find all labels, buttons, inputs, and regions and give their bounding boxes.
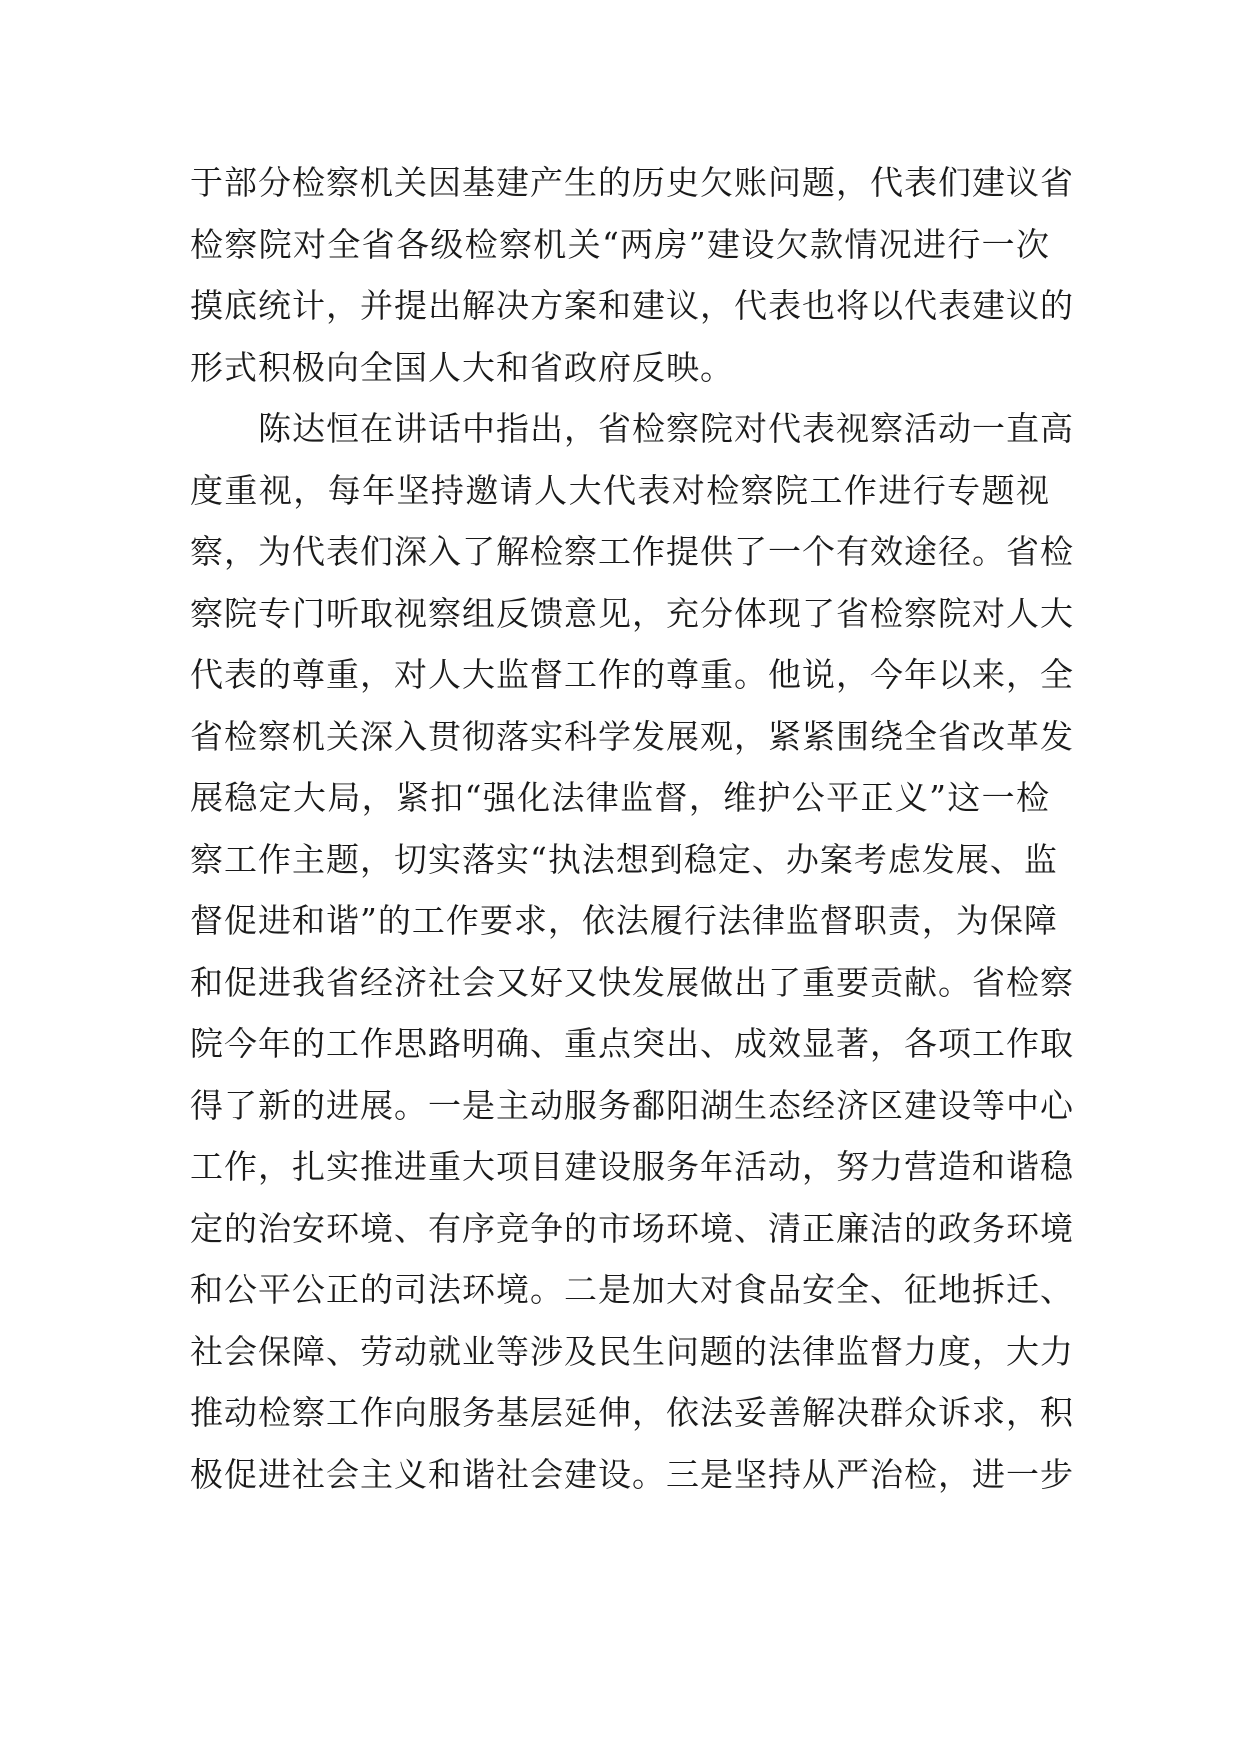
text-line: 代表的尊重，对人大监督工作的尊重。他说，今年以来，全 bbox=[190, 655, 1074, 694]
text-line: 推动检察工作向服务基层延伸，依法妥善解决群众诉求，积 bbox=[190, 1393, 1074, 1432]
text-line: 察，为代表们深入了解检察工作提供了一个有效途径。省检 bbox=[190, 532, 1074, 571]
text-line: 摸底统计，并提出解决方案和建议，代表也将以代表建议的 bbox=[190, 286, 1074, 325]
text-line: 和公平公正的司法环境。二是加大对食品安全、征地拆迁、 bbox=[190, 1270, 1074, 1309]
text-line: 极促进社会主义和谐社会建设。三是坚持从严治检，进一步 bbox=[190, 1454, 1074, 1494]
text-line: 于部分检察机关因基建产生的历史欠账问题，代表们建议省 bbox=[190, 163, 1074, 202]
text-line: 察工作主题，切实落实“执法想到稳定、办案考虑发展、监 bbox=[190, 839, 1058, 879]
text-line: 社会保障、劳动就业等涉及民生问题的法律监督力度，大力 bbox=[190, 1331, 1074, 1371]
text-line: 陈达恒在讲话中指出，省检察院对代表视察活动一直高 bbox=[190, 409, 1074, 448]
text-line: 工作，扎实推进重大项目建设服务年活动，努力营造和谐稳 bbox=[190, 1147, 1074, 1186]
text-line: 院今年的工作思路明确、重点突出、成效显著，各项工作取 bbox=[190, 1024, 1074, 1063]
text-line: 得了新的进展。一是主动服务鄱阳湖生态经济区建设等中心 bbox=[190, 1085, 1074, 1125]
text-line: 察院专门听取视察组反馈意见，充分体现了省检察院对人大 bbox=[190, 593, 1074, 633]
text-line: 定的治安环境、有序竞争的市场环境、清正廉洁的政务环境 bbox=[190, 1208, 1074, 1248]
body-text bbox=[190, 152, 1074, 1505]
text-line: 形式积极向全国人大和省政府反映。 bbox=[190, 347, 734, 387]
text-line: 和促进我省经济社会又好又快发展做出了重要贡献。省检察 bbox=[190, 962, 1074, 1002]
text-line: 度重视，每年坚持邀请人大代表对检察院工作进行专题视 bbox=[190, 470, 1050, 510]
text-line: 检察院对全省各级检察机关“两房”建设欠款情况进行一次 bbox=[190, 224, 1050, 264]
text-line: 督促进和谐”的工作要求，依法履行法律监督职责，为保障 bbox=[190, 901, 1058, 940]
text-line: 省检察机关深入贯彻落实科学发展观，紧紧围绕全省改革发 bbox=[190, 716, 1074, 756]
text-line: 展稳定大局，紧扣“强化法律监督，维护公平正义”这一检 bbox=[190, 778, 1050, 817]
